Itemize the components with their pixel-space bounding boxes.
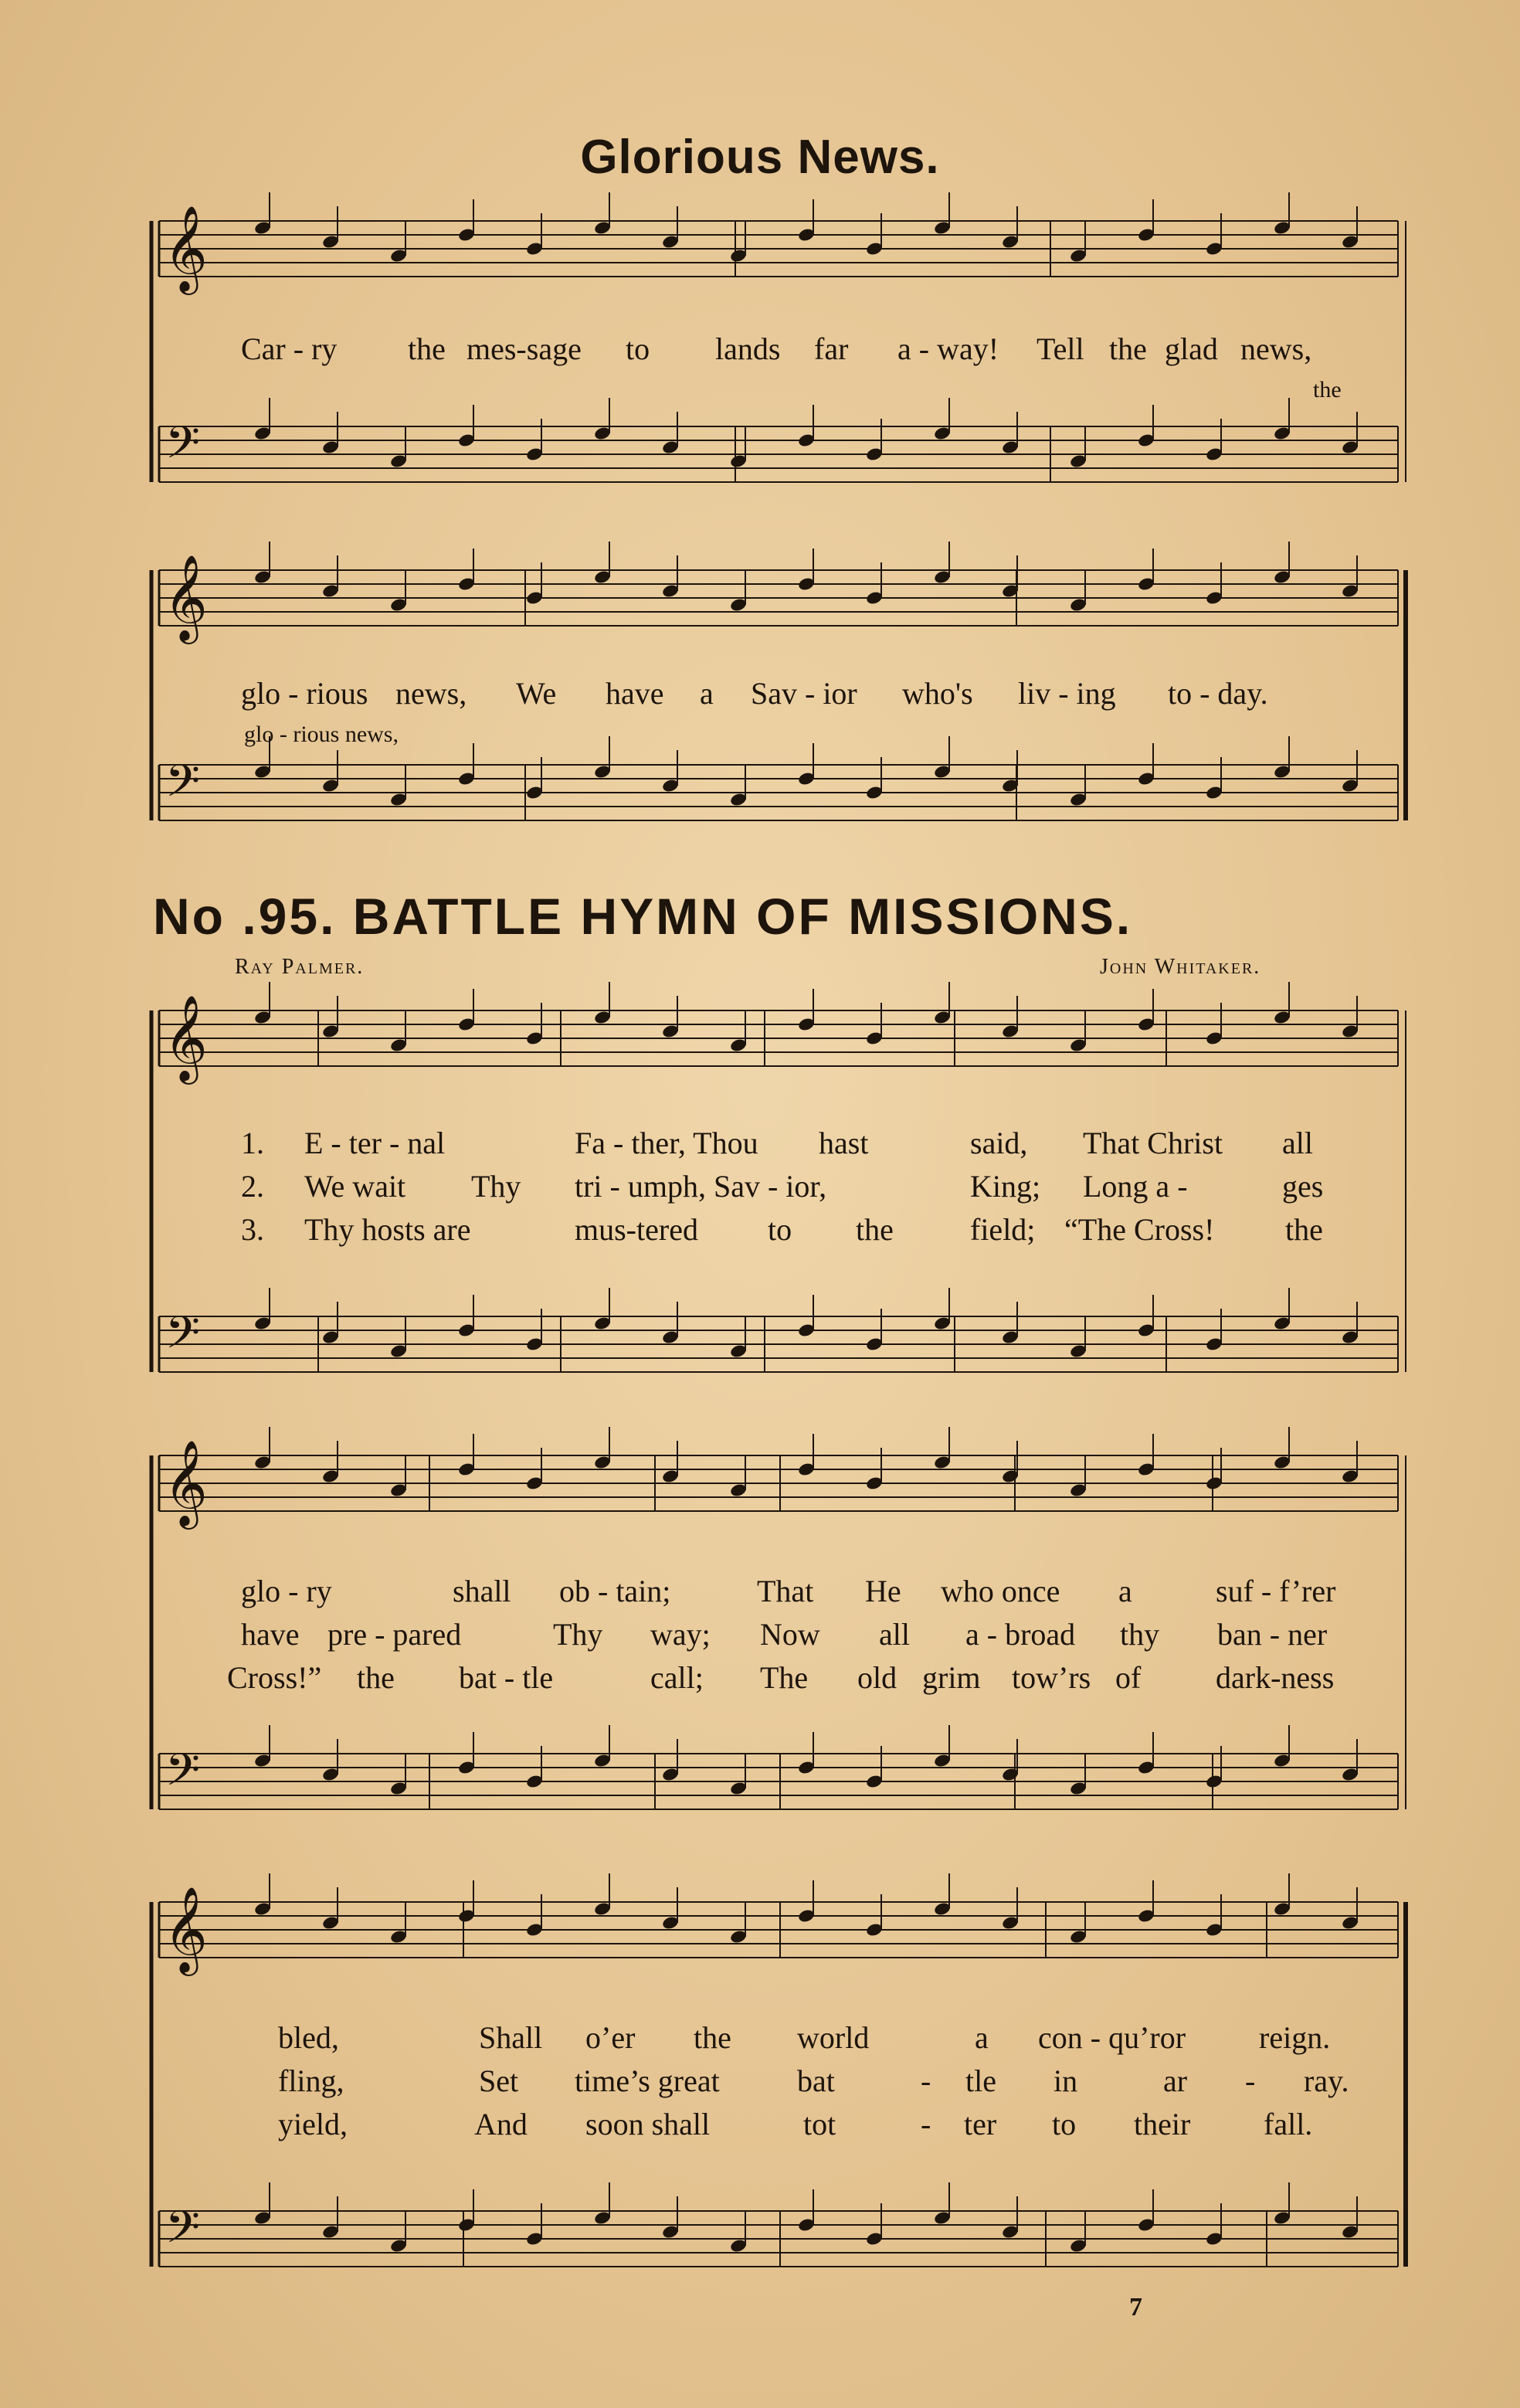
bass-clef-icon: 𝄢: [165, 2201, 201, 2264]
lyric-word: ob - tain;: [559, 1574, 671, 1608]
treble-clef-icon: 𝄞: [164, 205, 208, 291]
lyric-word: glo - ry: [241, 1574, 332, 1608]
treble-clef-icon: 𝄞: [164, 1439, 208, 1526]
lyric-word: news,: [395, 676, 467, 711]
lyric-word: tle: [965, 2063, 996, 2098]
lyric-word: fall.: [1264, 2107, 1313, 2141]
lyric-word: Set: [479, 2063, 519, 2098]
lyric-word: mus-tered: [575, 1212, 698, 1247]
lyric-word: the: [357, 1660, 395, 1695]
lyric-word: Now: [760, 1617, 820, 1652]
lyric-word: of: [1115, 1660, 1142, 1695]
lyric-word: Shall: [479, 2020, 543, 2055]
lyric-word: That Christ: [1083, 1126, 1223, 1160]
lyric-word: liv - ing: [1018, 676, 1116, 711]
hymn-title: BATTLE HYMN OF MISSIONS.: [352, 888, 1133, 945]
lyric-word: their: [1134, 2107, 1191, 2141]
lyric-word: to - day.: [1168, 676, 1268, 711]
lyric-word: ray.: [1304, 2063, 1349, 2098]
bass-clef-icon: 𝄢: [165, 755, 201, 818]
lyric-word: the: [1109, 331, 1147, 366]
lyric-word: field;: [970, 1212, 1036, 1247]
lyric-word: the: [408, 331, 446, 366]
lyric-word: who once: [941, 1574, 1060, 1608]
lyric-word: pre - pared: [327, 1617, 462, 1652]
bass-cue-text: the: [1313, 377, 1342, 402]
lyric-word: dark-ness: [1216, 1660, 1335, 1695]
lyric-word: bat - tle: [459, 1660, 554, 1695]
lyric-word: yield,: [278, 2107, 348, 2141]
lyric-word: shall: [453, 1574, 511, 1608]
lyric-word: con - qu’ror: [1038, 2020, 1186, 2055]
lyric-word: Long a -: [1083, 1169, 1188, 1204]
lyric-word: hast: [819, 1126, 869, 1160]
lyric-word: Sav - ior: [751, 676, 857, 711]
lyric-word: Fa - ther, Thou: [575, 1126, 758, 1160]
lyric-word: ges: [1282, 1169, 1324, 1204]
lyric-word: the: [694, 2020, 731, 2055]
treble-clef-icon: 𝄞: [164, 1886, 208, 1972]
lyric-word: That: [757, 1574, 814, 1608]
bass-clef-icon: 𝄢: [165, 1306, 201, 1370]
lyric-word: suf - f’rer: [1216, 1574, 1336, 1608]
song-title-glorious-news: Glorious News.: [580, 131, 940, 184]
lyric-word: tri - umph, Sav - ior,: [575, 1169, 827, 1204]
lyric-word: mes-sage: [467, 331, 582, 366]
lyric-word: bled,: [278, 2020, 339, 2055]
bass-cue-text: glo - rious news,: [244, 722, 399, 747]
lyric-word: a - broad: [965, 1617, 1076, 1652]
lyric-word: old: [857, 1660, 897, 1695]
lyric-word: bat: [797, 2063, 835, 2098]
bass-clef-icon: 𝄢: [165, 416, 201, 480]
lyric-word: all: [1282, 1126, 1313, 1160]
lyric-word: in: [1053, 2063, 1078, 2098]
lyric-word: reign.: [1259, 2020, 1331, 2055]
song-title-battle-hymn: [153, 887, 1132, 946]
lyric-word: -: [1245, 2063, 1256, 2098]
hymn-number: No .95.: [153, 888, 337, 945]
lyric-word: have: [241, 1617, 300, 1652]
lyric-word: a: [975, 2020, 989, 2055]
lyric-word: And: [474, 2107, 528, 2141]
lyric-word: news,: [1240, 331, 1312, 366]
lyric-word: all: [879, 1617, 910, 1652]
treble-clef-icon: 𝄞: [164, 554, 208, 640]
lyric-word: have: [606, 676, 664, 711]
lyric-word: time’s great: [575, 2063, 720, 2098]
lyric-word: -: [921, 2107, 931, 2141]
lyric-word: the: [1285, 1212, 1323, 1247]
composer-credit: John Whitaker.: [1100, 955, 1261, 979]
lyric-word: thy: [1120, 1617, 1160, 1652]
lyric-word: We: [516, 676, 557, 711]
author-credit: Ray Palmer.: [235, 955, 365, 979]
lyric-word: Thy hosts are: [304, 1212, 471, 1247]
lyric-word: We wait: [304, 1169, 406, 1204]
lyric-word: soon shall: [585, 2107, 711, 2141]
lyric-word: -: [921, 2063, 931, 2098]
lyric-word: ban - ner: [1217, 1617, 1328, 1652]
lyric-word: far: [814, 331, 849, 366]
verse-number: 2.: [241, 1169, 264, 1204]
lyric-word: to: [626, 331, 650, 366]
verse-number: 1.: [241, 1126, 264, 1160]
lyric-word: “The Cross!: [1064, 1212, 1215, 1247]
lyric-word: o’er: [585, 2020, 636, 2055]
verse-number: 3.: [241, 1212, 264, 1247]
lyric-word: world: [797, 2020, 870, 2055]
lyric-word: call;: [650, 1660, 704, 1695]
lyric-word: the: [856, 1212, 894, 1247]
page-number: 7: [1129, 2293, 1142, 2321]
bass-clef-icon: 𝄢: [165, 1744, 201, 1807]
lyric-word: to: [768, 1212, 792, 1247]
lyric-word: a - way!: [897, 331, 999, 366]
lyric-word: ter: [964, 2107, 997, 2141]
lyric-word: Thy: [553, 1617, 603, 1652]
lyric-word: Car - ry: [241, 331, 338, 366]
lyric-word: tot: [803, 2107, 836, 2141]
treble-clef-icon: 𝄞: [164, 994, 208, 1081]
lyric-word: glo - rious: [241, 676, 368, 711]
lyric-word: tow’rs: [1012, 1660, 1091, 1695]
lyric-word: He: [865, 1574, 901, 1608]
lyric-word: lands: [715, 331, 781, 366]
lyric-word: grim: [922, 1660, 981, 1695]
lyric-word: Thy: [471, 1169, 521, 1204]
lyric-word: Tell: [1037, 331, 1084, 366]
lyric-word: way;: [650, 1617, 711, 1652]
lyric-word: said,: [970, 1126, 1028, 1160]
lyric-word: King;: [970, 1169, 1041, 1204]
lyric-word: a: [700, 676, 714, 711]
lyric-word: ar: [1163, 2063, 1188, 2098]
lyric-word: E - ter - nal: [304, 1126, 446, 1160]
lyric-word: Cross!”: [227, 1660, 322, 1695]
lyric-word: who's: [902, 676, 973, 711]
lyric-word: a: [1118, 1574, 1132, 1608]
lyric-word: glad: [1165, 331, 1218, 366]
lyric-word: The: [760, 1660, 809, 1695]
lyric-word: to: [1052, 2107, 1077, 2141]
lyric-word: fling,: [278, 2063, 344, 2098]
